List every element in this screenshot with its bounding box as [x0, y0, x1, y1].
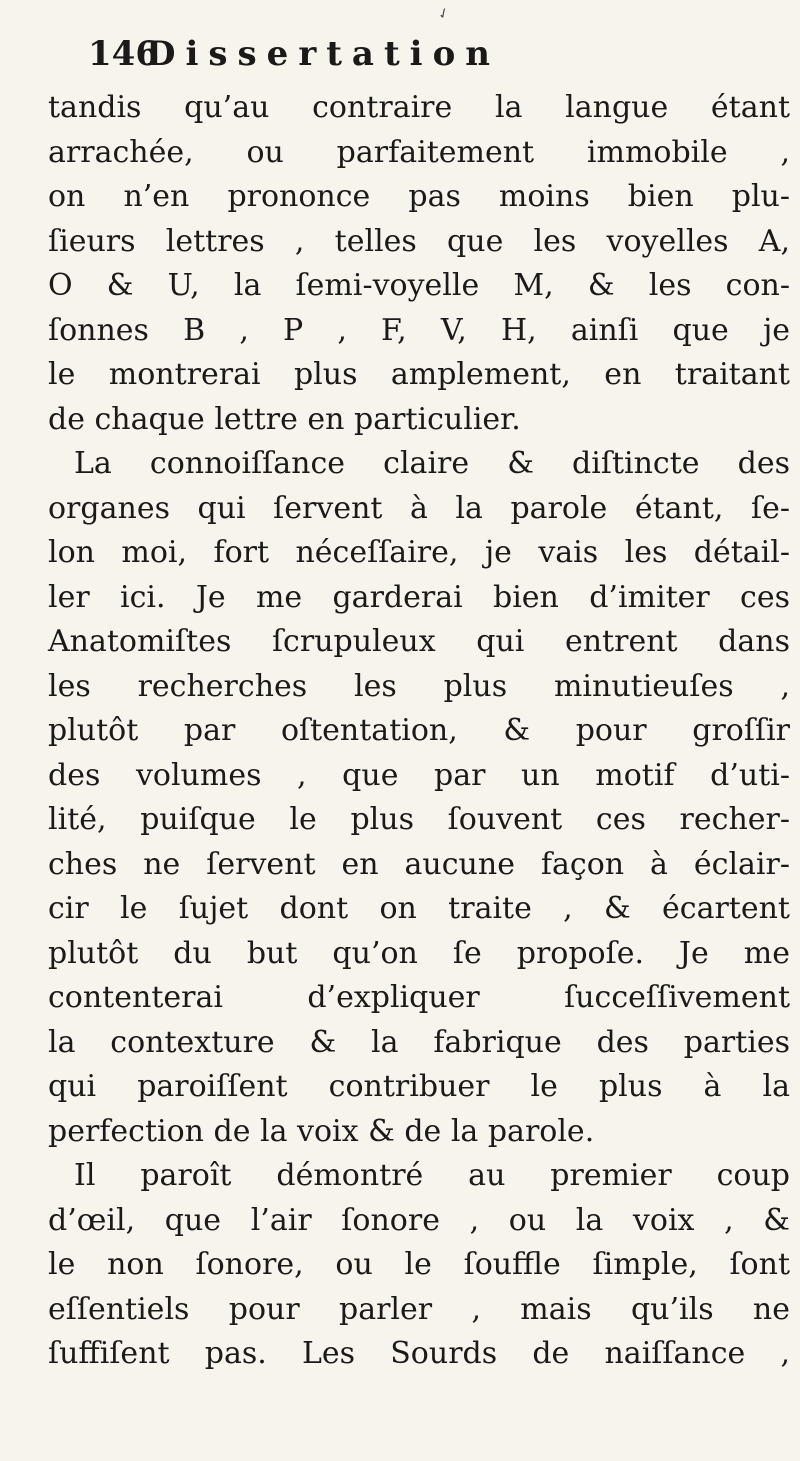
text-line: lité, puiſque le plus ſouvent ces recher- — [48, 802, 790, 837]
text-line: on n’en prononce pas moins bien plu- — [48, 179, 790, 214]
text-line: de chaque lettre en particulier. — [48, 401, 521, 437]
text-line: cir le ſujet dont on traite , & écartent — [48, 891, 790, 926]
text-line: lon moi, fort néceſſaire, je vais les détail- — [48, 535, 790, 570]
text-line: ſuffiſent pas. Les Sourds de naiſſance , — [48, 1336, 790, 1371]
printer-mark: ✓ — [435, 4, 453, 24]
text-line: ler ici. Je me garderai bien d’imiter ces — [48, 579, 790, 615]
text-line: tandis qu’au contraire la langue étant — [48, 90, 790, 125]
text-line: qui paroiſſent contribuer le plus à la — [48, 1069, 790, 1104]
text-line: le non ſonore, ou le ſouffle ſimple, ſont — [48, 1247, 790, 1282]
page-number: 146 — [88, 34, 159, 74]
body-text — [48, 86, 790, 1377]
text-line: le montrerai plus amplement, en traitant — [48, 357, 790, 392]
text-line: ſieurs lettres , telles que les voyelles A, — [48, 223, 790, 259]
text-line: arrachée, ou parfaitement immobile , — [48, 134, 790, 170]
text-line: d’œil, que l’air ſonore , ou la voix , & — [48, 1202, 790, 1238]
text-line: plutôt du but qu’on ſe propoſe. Je me — [48, 935, 790, 971]
text-line: Il paroît démontré au premier coup — [74, 1158, 790, 1193]
running-title: Dissertation — [146, 34, 500, 74]
text-line: Anatomiſtes ſcrupuleux qui entrent dans — [48, 624, 790, 659]
text-line: ſonnes B , P , F, V, H, ainſi que je — [48, 312, 790, 348]
text-line: des volumes , que par un motif d’uti- — [48, 757, 790, 793]
text-line: la contexture & la fabrique des parties — [48, 1024, 790, 1060]
text-line: ches ne ſervent en aucune façon à éclair- — [48, 846, 790, 882]
text-line: O & U, la ſemi-voyelle M, & les con- — [48, 268, 790, 303]
text-line: organes qui ſervent à la parole étant, ſe- — [48, 490, 790, 526]
text-line: La connoiſſance claire & diſtincte des — [74, 446, 790, 481]
text-line: perfection de la voix & de la parole. — [48, 1113, 595, 1149]
text-line: eſſentiels pour parler , mais qu’ils ne — [48, 1291, 790, 1327]
text-line: plutôt par oſtentation, & pour groſſir — [48, 713, 790, 748]
text-line: contenterai d’expliquer ſucceſſivement — [48, 980, 790, 1015]
text-line: les recherches les plus minutieuſes , — [48, 668, 790, 704]
page-header — [88, 34, 788, 92]
